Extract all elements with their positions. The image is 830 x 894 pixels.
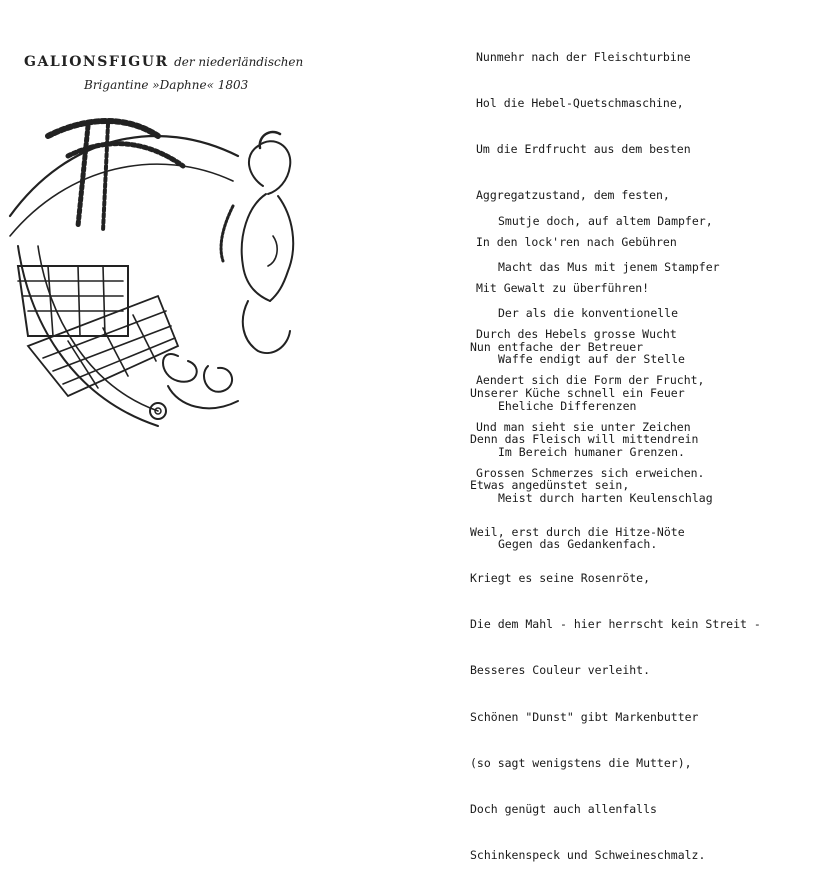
poem-line: Der als die konventionelle bbox=[498, 306, 679, 321]
poem-stanza-3 bbox=[470, 309, 761, 894]
caption-line-1 bbox=[24, 54, 304, 70]
poem-line: Doch genügt auch allenfalls bbox=[470, 802, 657, 816]
poem-line: Durch des Hebels grosse Wucht bbox=[476, 327, 677, 342]
poem-line: Waffe endigt auf der Stelle bbox=[498, 352, 685, 367]
poem-line: Meist durch harten Keulenschlag bbox=[498, 491, 713, 506]
poem-line: Mit Gewalt zu überführen! bbox=[476, 280, 650, 295]
poem-line: Aggregatzustand, dem festen, bbox=[476, 188, 670, 203]
poem bbox=[470, 8, 825, 863]
illustration-caption bbox=[24, 54, 304, 92]
poem-line: Besseres Couleur verleiht. bbox=[470, 663, 651, 678]
poem-line: Nunmehr nach der Fleischturbine bbox=[476, 49, 691, 64]
poem-line: Und man sieht sie unter Zeichen bbox=[476, 419, 691, 434]
poem-line: Hol die Hebel-Quetschmaschine, bbox=[476, 96, 684, 111]
caption-line-2: Brigantine »Daphne« 1803 bbox=[84, 78, 249, 92]
poem-line: Im Bereich humaner Grenzen. bbox=[498, 444, 685, 459]
poem-line: Schönen "Dunst" gibt Markenbutter bbox=[470, 709, 699, 724]
poem-line: Etwas angedünstet sein, bbox=[470, 478, 630, 493]
poem-line: Nun entfache der Betreuer bbox=[470, 339, 644, 354]
poem-line: Aendert sich die Form der Frucht, bbox=[476, 373, 705, 388]
poem-line: Smutje doch, auf altem Dampfer, bbox=[498, 213, 713, 228]
poem-line: (so sagt wenigstens die Mutter), bbox=[470, 755, 692, 770]
poem-line: Die dem Mahl - hier herrscht kein Streit - bbox=[470, 617, 761, 632]
caption-subtitle: der niederländischen bbox=[174, 55, 304, 69]
poem-line: Um die Erdfrucht aus dem besten bbox=[476, 142, 691, 157]
poem-line: Denn das Fleisch will mittendrein bbox=[470, 432, 699, 447]
caption-title: GALIONSFIGUR bbox=[24, 54, 169, 70]
poem-line: Kriegt es seine Rosenröte, bbox=[470, 570, 651, 585]
poem-line: Grossen Schmerzes sich erweichen. bbox=[476, 465, 705, 480]
poem-line: Gegen das Gedankenfach. bbox=[498, 537, 658, 552]
poem-line: Unserer Küche schnell ein Feuer bbox=[470, 386, 685, 401]
poem-line: Eheliche Differenzen bbox=[498, 398, 637, 413]
poem-line: In den lock'ren nach Gebühren bbox=[476, 234, 677, 249]
poem-line: Weil, erst durch die Hitze-Nöte bbox=[470, 524, 685, 539]
poem-line: Macht das Mus mit jenem Stampfer bbox=[498, 260, 720, 275]
figurehead-illustration bbox=[8, 96, 308, 436]
poem-line: Schinkenspeck und Schweineschmalz. bbox=[470, 848, 706, 863]
